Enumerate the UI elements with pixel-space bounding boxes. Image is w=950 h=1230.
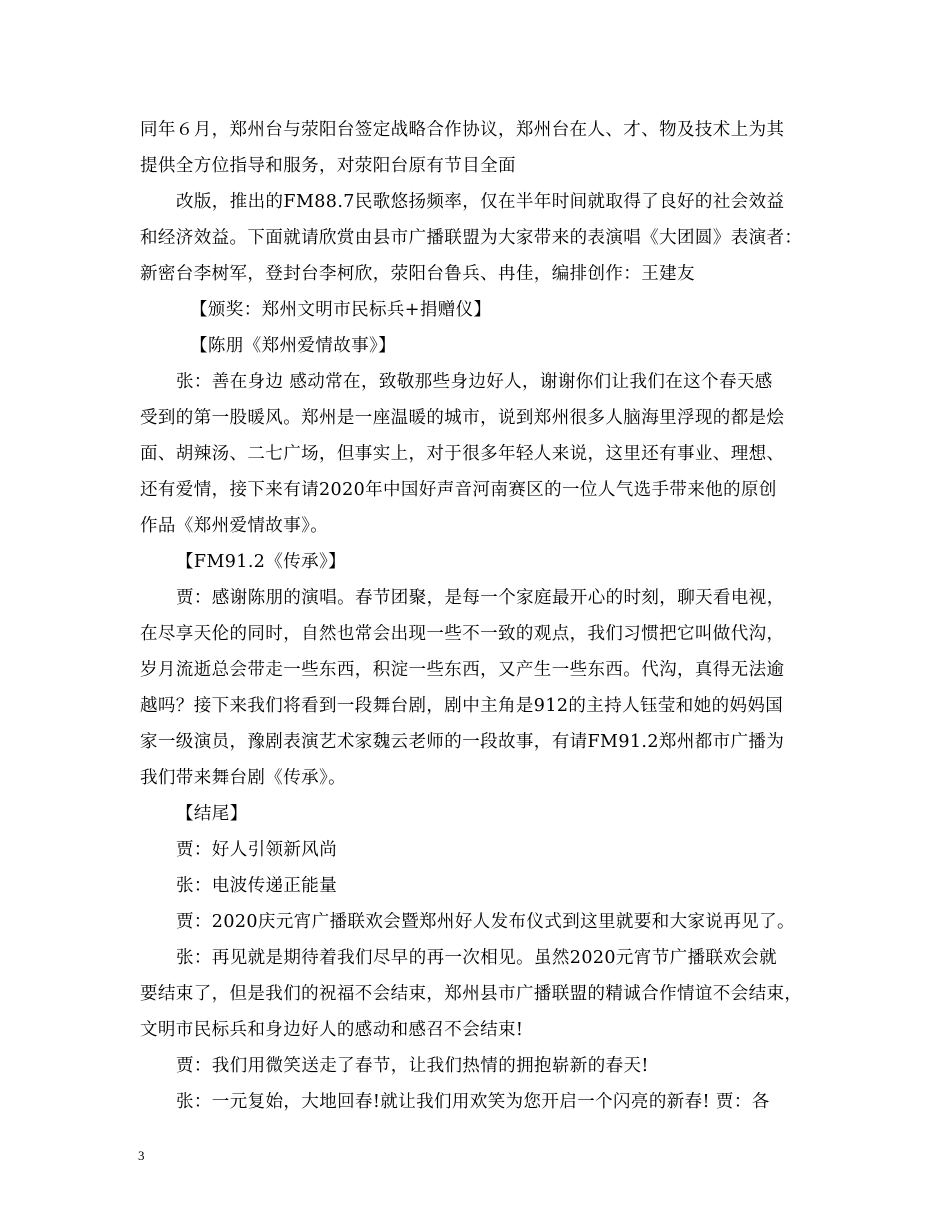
paragraph-line: 贾：好人引领新风尚 (176, 840, 338, 860)
paragraph-line: 张：再见就是期待着我们尽早的再一次相见。虽然2020元宵节广播联欢会就 (176, 948, 778, 968)
paragraph-line: 提供全方位指导和服务，对荥阳台原有节目全面 (140, 156, 516, 176)
paragraph-line: 我们带来舞台剧《传承》。 (140, 768, 347, 788)
paragraph-line: 和经济效益。下面就请欣赏由县市广播联盟为大家带来的表演唱《大团圆》表演者： (140, 228, 803, 248)
section-heading: 【陈朋《郑州爱情故事》】 (190, 336, 397, 356)
paragraph-line: 在尽享天伦的同时，自然也常会出现一些不一致的观点，我们习惯把它叫做代沟， (140, 624, 785, 644)
paragraph-line: 张：电波传递正能量 (176, 876, 338, 896)
paragraph-line: 家一级演员，豫剧表演艺术家魏云老师的一段故事，有请FM91.2郑州都市广播为 (140, 732, 785, 752)
paragraph-line: 贾：2020庆元宵广播联欢会暨郑州好人发布仪式到这里就要和大家说再见了。 (176, 912, 795, 932)
page-number: 3 (138, 1148, 145, 1163)
paragraph-line: 面、胡辣汤、二七广场，但事实上，对于很多年轻人来说，这里还有事业、理想、 (140, 444, 785, 464)
section-heading: 【FM91.2《传承》】 (176, 552, 347, 572)
section-heading: 【颁奖：郑州文明市民标兵+捐赠仪】 (190, 300, 492, 320)
paragraph-line: 贾：感谢陈朋的演唱。春节团聚，是每一个家庭最开心的时刻，聊天看电视， (176, 588, 785, 608)
paragraph-line: 越吗？接下来我们将看到一段舞台剧，剧中主角是912的主持人钰莹和她的妈妈国 (140, 696, 784, 716)
paragraph-line: 还有爱情，接下来有请2020年中国好声音河南赛区的一位人气选手带来他的原创 (140, 480, 777, 500)
paragraph-line: 要结束了，但是我们的祝福不会结束，郑州县市广播联盟的精诚合作情谊不会结束， (140, 984, 803, 1004)
paragraph-line: 文明市民标兵和身边好人的感动和感召不会结束! (140, 1020, 524, 1040)
paragraph-line: 作品《郑州爱情故事》。 (140, 516, 329, 536)
paragraph-line: 岁月流逝总会带走一些东西，积淀一些东西，又产生一些东西。代沟，真得无法逾 (140, 660, 785, 680)
paragraph-line: 张：善在身边 感动常在，致敬那些身边好人，谢谢你们让我们在这个春天感 (176, 372, 773, 392)
paragraph-line: 同年６月，郑州台与荥阳台签定战略合作协议，郑州台在人、才、物及技术上为其 (140, 120, 785, 140)
paragraph-line: 贾：我们用微笑送走了春节，让我们热情的拥抱崭新的春天! (176, 1056, 649, 1076)
section-heading: 【结尾】 (176, 804, 248, 824)
paragraph-line: 张：一元复始，大地回春!就让我们用欢笑为您开启一个闪亮的新春! 贾：各 (176, 1092, 770, 1112)
paragraph-line: 改版，推出的FM88.7民歌悠扬频率，仅在半年时间就取得了良好的社会效益 (176, 192, 785, 212)
paragraph-line: 新密台李树军，登封台李柯欣，荥阳台鲁兵、冉佳，编排创作：王建友 (140, 264, 695, 284)
paragraph-line: 受到的第一股暖风。郑州是一座温暖的城市，说到郑州很多人脑海里浮现的都是烩 (140, 408, 785, 428)
